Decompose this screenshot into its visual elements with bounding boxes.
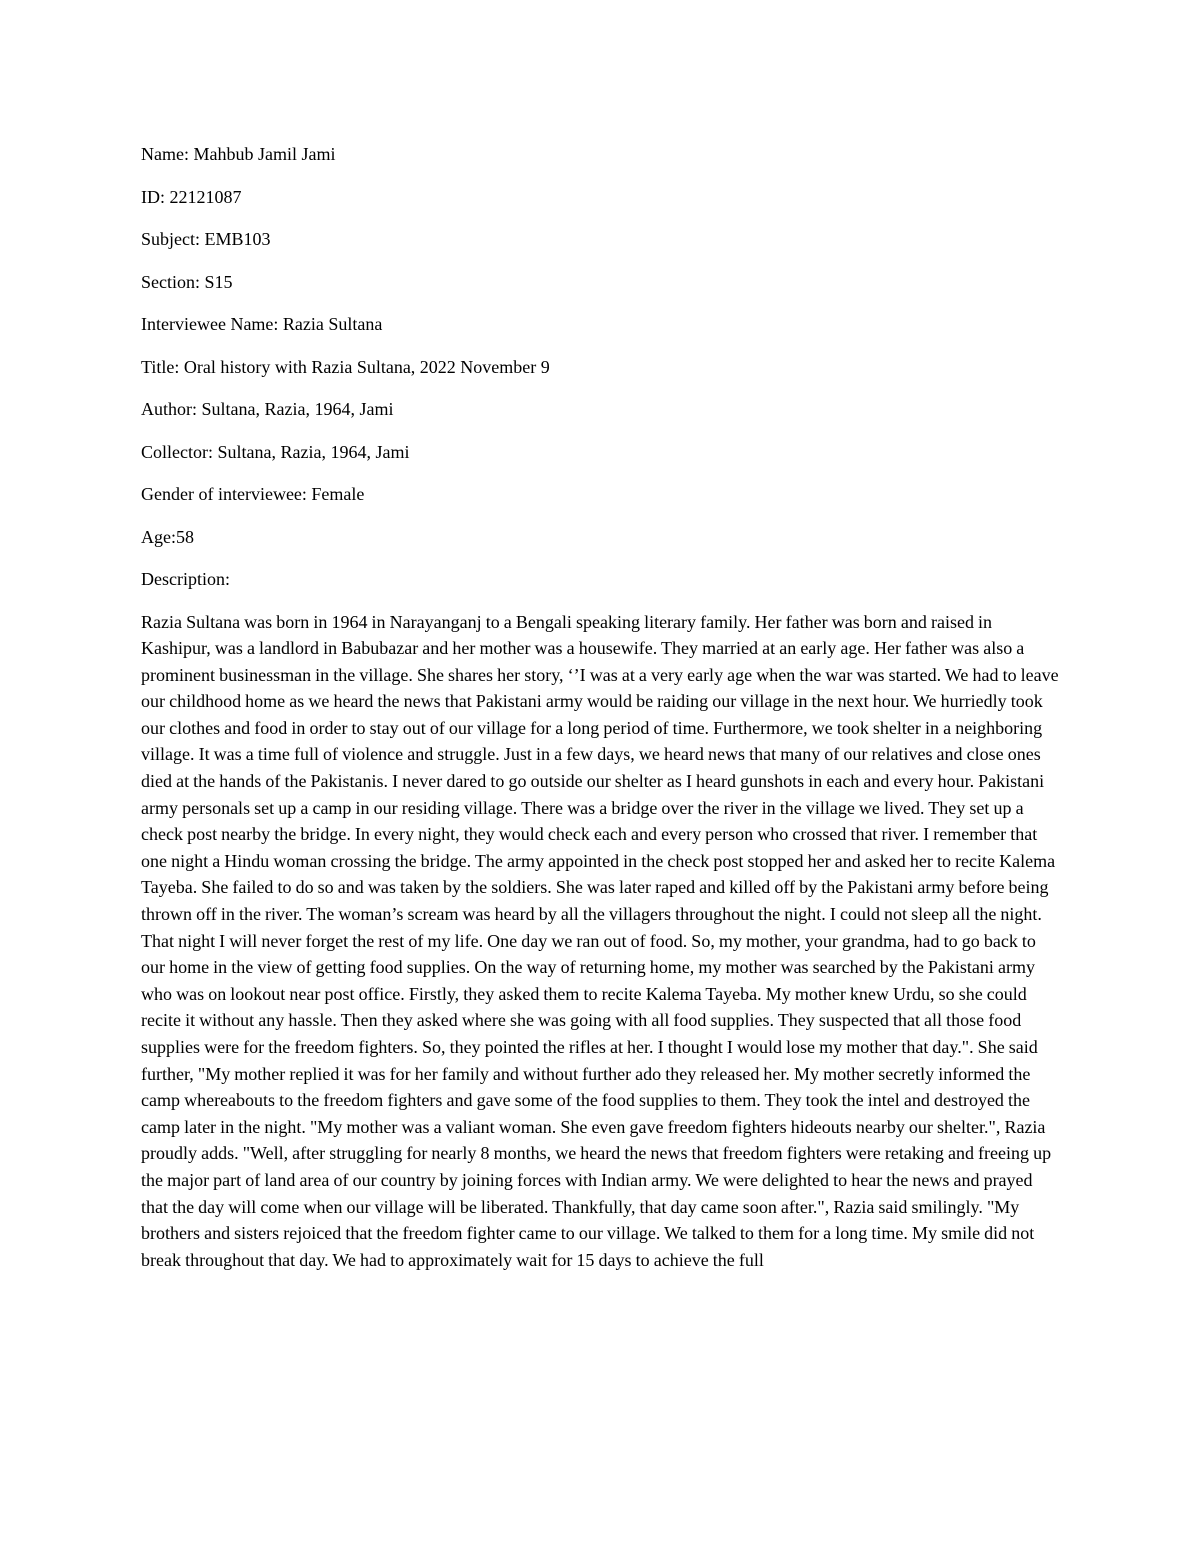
description-body: Razia Sultana was born in 1964 in Narayanganj to a Bengali speaking literary family. Her father was born and raised in Kashipur, was a landlord in Babubazar and her mother was a housewife. They married at an early age. Her father was also a prominent businessman in the village. She shares her story, ‘’I was at a very early age when the war was started. We had to leave our childhood home as we heard the news that Pakistani army would be raiding our village in the next hour. We hurriedly took our clothes and food in order to stay out of our village for a long period of time. Furthermore, we took shelter in a neighboring village. It was a time full of violence and struggle. Just in a few days, we heard news that many of our relatives and close ones died at the hands of the Pakistanis. I never dared to go outside our shelter as I heard gunshots in each and every hour. Pakistani army personals set up a camp in our residing village. There was a bridge over the river in the village we lived. They set up a check post nearby the bridge. In every night, they would check each and every person who crossed that river. I remember that one night a Hindu woman crossing the bridge. The army appointed in the check post stopped her and asked her to recite Kalema Tayeba. She failed to do so and was taken by the soldiers. She was later raped and killed off by the Pakistani army before being thrown off in the river. The woman’s scream was heard by all the villagers throughout the night. I could not sleep all the night. That night I will never forget the rest of my life. One day we ran out of food. So, my mother, your grandma, had to go back to our home in the view of getting food supplies. On the way of returning home, my mother was searched by the Pakistani army who was on lookout near post office. Firstly, they asked them to recite Kalema Tayeba. My mother knew Urdu, so she could recite it without any hassle. Then they asked where she was going with all food supplies. They suspected that all those food supplies were for the freedom fighters. So, they pointed the rifles at her. I thought I would lose my mother that day.". She said further, "My mother replied it was for her family and without further ado they released her. My mother secretly informed the camp whereabouts to the freedom fighters and gave some of the food supplies to them. They took the intel and destroyed the camp later in the night. "My mother was a valiant woman. She even gave freedom fighters hideouts nearby our shelter.", Razia proudly adds. "Well, after struggling for nearly 8 months, we heard the news that freedom fighters were retaking and freeing up the major part of land area of our country by joining forces with Indian army. We were delighted to hear the news and prayed that the day will come when our village will be liberated. Thankfully, that day came soon after.", Razia said smilingly. "My brothers and sisters rejoiced that the freedom fighter came to our village. We talked to them for a long time. My smile did not break throughout that day. We had to approximately wait for 15 days to achieve the full bbox=[141, 611, 1059, 1270]
author-field: Author: Sultana, Razia, 1964, Jami bbox=[141, 399, 394, 419]
student-id-field: ID: 22121087 bbox=[141, 186, 242, 207]
subject-field: Subject: EMB103 bbox=[141, 229, 271, 249]
interviewee-name-field: Interviewee Name: Razia Sultana bbox=[141, 314, 383, 334]
title-field: Title: Oral history with Razia Sultana, 2022 November 9 bbox=[141, 356, 550, 377]
document-content bbox=[141, 141, 1059, 1273]
collector-field: Collector: Sultana, Razia, 1964, Jami bbox=[141, 441, 410, 462]
section-field: Section: S15 bbox=[141, 271, 233, 292]
age-field: Age:58 bbox=[141, 526, 194, 547]
description-heading: Description: bbox=[141, 569, 230, 589]
gender-field: Gender of interviewee: Female bbox=[141, 484, 365, 504]
student-name-field: Name: Mahbub Jamil Jami bbox=[141, 144, 336, 164]
